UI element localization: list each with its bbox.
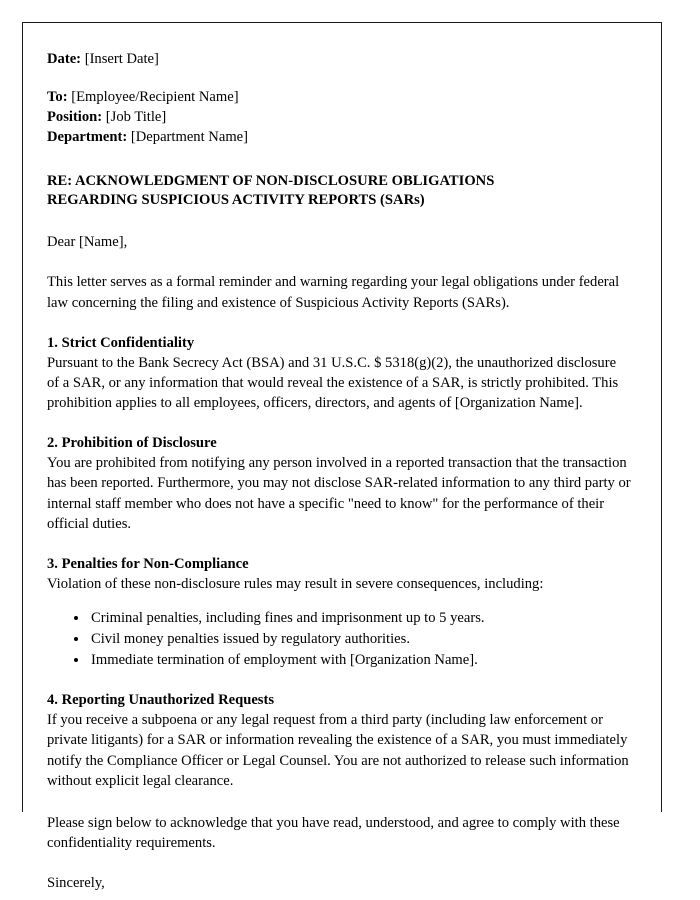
to-label: To: xyxy=(47,89,68,106)
section-text: Pursuant to the Bank Secrecy Act (BSA) and 31 U.S.C. $ 5318(g)(2), the unauthorized disclosure of a SAR, or any information that would reveal the existence of a SAR, is strictly prohibited. This prohibition applies to all employees, officers, directors, and agents of [Organization Name]. xyxy=(47,354,619,412)
subject-line-1: RE: ACKNOWLEDGMENT OF NON-DISCLOSURE OBLIGATIONS xyxy=(47,172,495,189)
salutation: Dear [Name], xyxy=(47,234,128,251)
section-heading: 2. Prohibition of Disclosure xyxy=(47,435,217,452)
list-item: • Criminal penalties, including fines and imprisonment up to 5 years. xyxy=(89,608,631,629)
subject-line xyxy=(47,172,631,211)
section-heading: 1. Strict Confidentiality xyxy=(47,334,195,351)
section-reporting-unauthorized-requests xyxy=(47,690,631,791)
position-line xyxy=(47,107,631,127)
date-value: [Insert Date] xyxy=(84,51,159,67)
section-text: If you receive a subpoena or any legal request from a third party (including law enforcement or private litigants) for a SAR or information revealing the existence of a SAR, you must immediately notify the Compliance Officer or Legal Counsel. You are not authorized to release such information without explicit legal clearance. xyxy=(47,712,629,789)
section-heading: 3. Penalties for Non-Compliance xyxy=(47,555,249,572)
list-item: • Civil money penalties issued by regulatory authorities. xyxy=(89,629,631,650)
recipient-line xyxy=(47,87,631,107)
section-text: You are prohibited from notifying any person involved in a reported transaction that the transaction has been reported. Furthermore, you may not disclose SAR-related information to any third party or internal staff member who does not have a specific "need to know" for the performance of their official duties. xyxy=(47,455,631,532)
section-prohibition-of-disclosure xyxy=(47,433,631,534)
date-line xyxy=(47,49,631,69)
closing-paragraph: Please sign below to acknowledge that you have read, understood, and agree to comply with these confidentiality requirements. xyxy=(47,814,620,851)
signoff-line: Sincerely, xyxy=(47,875,105,892)
date-label: Date: xyxy=(47,51,82,67)
department-label: Department: xyxy=(47,129,128,146)
list-item: • Immediate termination of employment with [Organization Name]. xyxy=(89,650,631,671)
subject-line-2: REGARDING SUSPICIOUS ACTIVITY REPORTS (SARs) xyxy=(47,191,425,208)
document-page-frame xyxy=(22,22,662,892)
section-heading: 4. Reporting Unauthorized Requests xyxy=(47,692,275,709)
position-value: [Job Title] xyxy=(105,109,167,126)
section-penalties-for-non-compliance xyxy=(47,554,631,670)
position-label: Position: xyxy=(47,109,103,126)
penalty-bullet-list xyxy=(47,608,631,670)
letter-header-block xyxy=(47,49,631,148)
department-line xyxy=(47,127,631,147)
section-strict-confidentiality xyxy=(47,333,631,414)
section-text: Violation of these non-disclosure rules may result in severe consequences, including: xyxy=(47,575,544,592)
letter-body xyxy=(47,49,631,893)
intro-paragraph: This letter serves as a formal reminder and warning regarding your legal obligations under federal law concerning the filing and existence of Suspicious Activity Reports (SARs). xyxy=(47,274,620,311)
to-value: [Employee/Recipient Name] xyxy=(71,89,239,106)
department-value: [Department Name] xyxy=(130,129,249,146)
